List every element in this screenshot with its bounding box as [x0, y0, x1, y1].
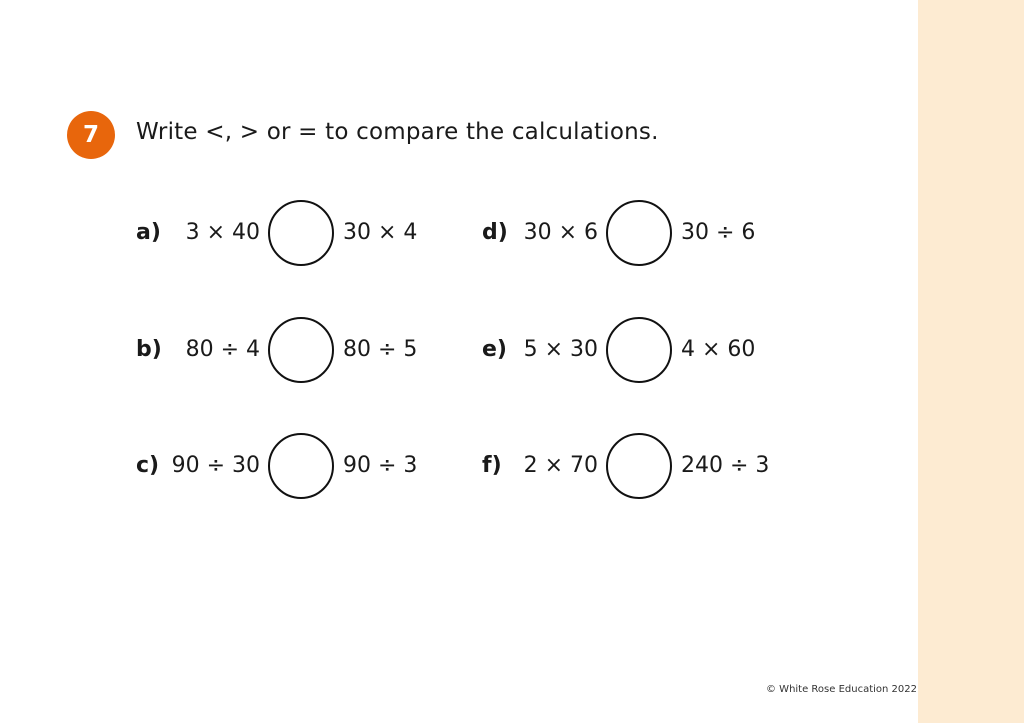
answer-circle[interactable] — [606, 317, 672, 383]
item-label: c) — [136, 453, 160, 478]
right-expression: 4 × 60 — [681, 337, 756, 362]
copyright-footer: © White Rose Education 2022 — [766, 684, 918, 695]
left-expression: 3 × 40 — [185, 220, 260, 245]
answer-circle[interactable] — [606, 200, 672, 266]
right-expression: 30 × 4 — [343, 220, 418, 245]
item-e — [0, 317, 800, 383]
answer-circle[interactable] — [606, 433, 672, 499]
left-expression: 5 × 30 — [523, 337, 598, 362]
right-expression: 30 ÷ 6 — [681, 220, 756, 245]
left-expression: 90 ÷ 30 — [171, 453, 260, 478]
left-expression: 30 × 6 — [523, 220, 598, 245]
left-expression: 80 ÷ 4 — [185, 337, 260, 362]
question-number-badge: 7 — [67, 111, 115, 159]
right-expression: 90 ÷ 3 — [343, 453, 418, 478]
side-band — [918, 0, 1024, 723]
instruction-text: Write <, > or = to compare the calculations. — [136, 119, 659, 145]
right-expression: 80 ÷ 5 — [343, 337, 418, 362]
right-expression: 240 ÷ 3 — [681, 453, 770, 478]
item-label: a) — [136, 220, 161, 245]
item-d — [0, 200, 800, 266]
item-label: f) — [482, 453, 502, 478]
item-label: b) — [136, 337, 162, 362]
item-f — [0, 433, 800, 499]
left-expression: 2 × 70 — [523, 453, 598, 478]
item-label: e) — [482, 337, 507, 362]
item-label: d) — [482, 220, 508, 245]
